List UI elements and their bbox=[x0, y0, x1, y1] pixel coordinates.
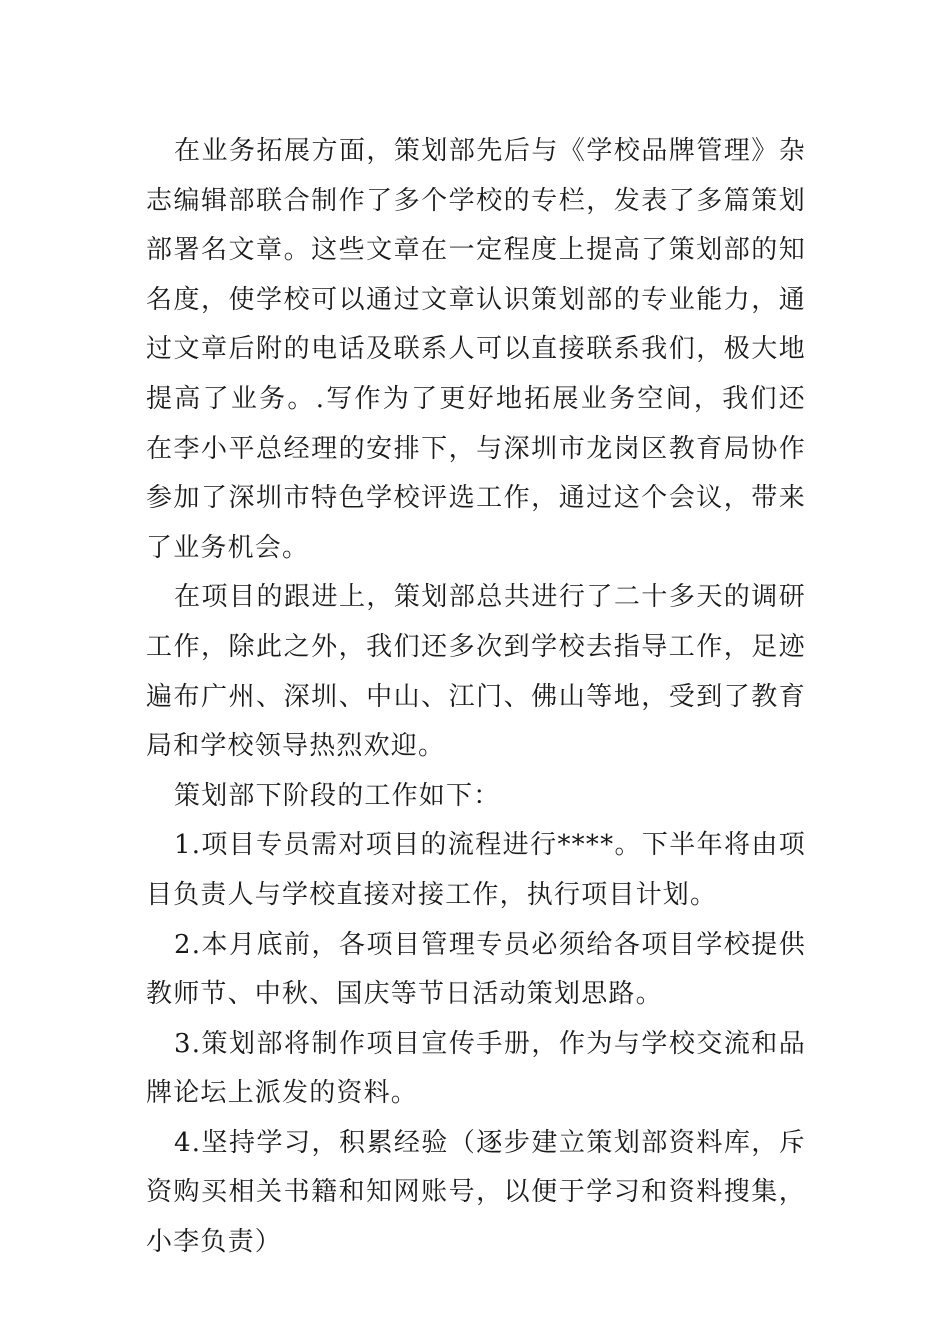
paragraph-business-expansion: 在业务拓展方面，策划部先后与《学校品牌管理》杂志编辑部联合制作了多个学校的专栏，发表了多篇策划部署名文章。这些文章在一定程度上提高了策划部的知名度，使学校可以通过文章认识策划部的专业能力，通过文章后附的电话及联系人可以直接联系我们，极大地提高了业务。.写作为了更好地拓展业务空间，我们还在李小平总经理的安排下，与深圳市龙岗区教育局协作参加了深圳市特色学校评选工作，通过这个会议，带来了业务机会。 bbox=[146, 136, 806, 563]
list-item-1: 1.项目专员需对项目的流程进行****。下半年将由项目负责人与学校直接对接工作，执行项目计划。 bbox=[146, 830, 806, 910]
paragraph-next-stage-intro: 策划部下阶段的工作如下： bbox=[174, 780, 501, 811]
list-item-4: 4.坚持学习，积累经验（逐步建立策划部资料库，斥资购买相关书籍和知网账号，以便于学习和资料搜集，小李负责） bbox=[146, 1127, 806, 1258]
document-body bbox=[146, 127, 806, 1268]
paragraph-project-followup: 在项目的跟进上，策划部总共进行了二十多天的调研工作，除此之外，我们还多次到学校去指导工作，足迹遍布广州、深圳、中山、江门、佛山等地，受到了教育局和学校领导热烈欢迎。 bbox=[146, 582, 806, 762]
list-item-2: 2.本月底前，各项目管理专员必须给各项目学校提供教师节、中秋、国庆等节日活动策划思路。 bbox=[146, 929, 806, 1010]
list-item-3: 3.策划部将制作项目宣传手册，作为与学校交流和品牌论坛上派发的资料。 bbox=[146, 1028, 806, 1109]
